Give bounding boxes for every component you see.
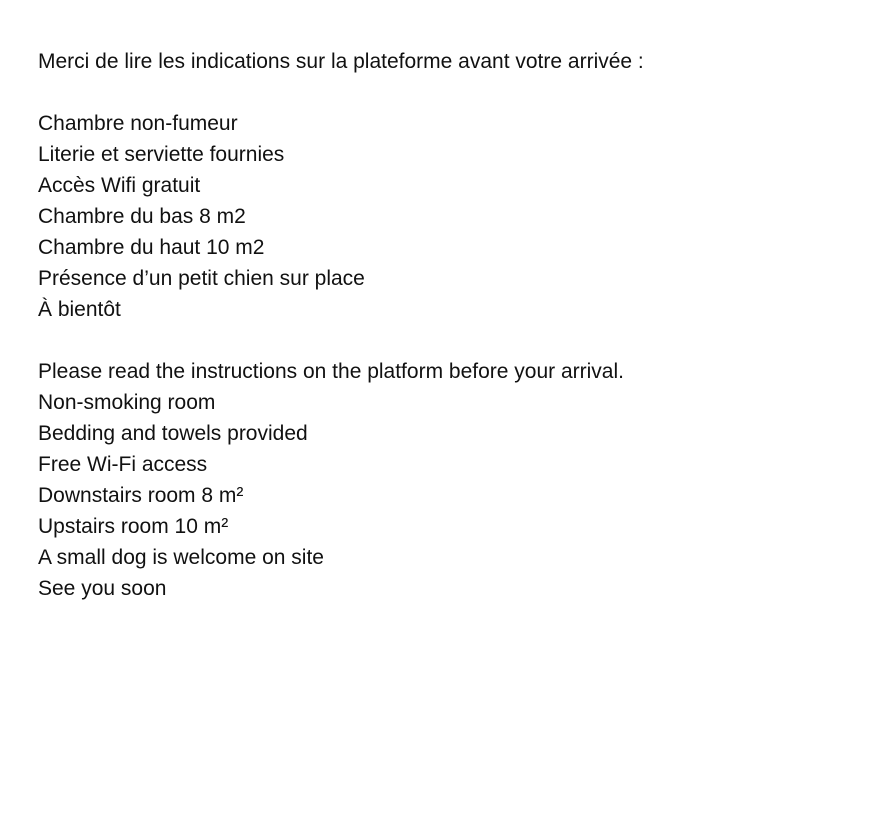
english-line-see-you: See you soon [38,577,167,600]
french-line-dog: Présence d’un petit chien sur place [38,267,365,290]
french-section [38,46,858,325]
french-intro: Merci de lire les indications sur la plateforme avant votre arrivée : [38,50,644,73]
english-line-wifi: Free Wi-Fi access [38,453,208,476]
document-page [38,46,858,604]
french-line-downstairs-room: Chambre du bas 8 m2 [38,205,246,228]
english-line-dog: A small dog is welcome on site [38,546,324,569]
english-intro: Please read the instructions on the platform before your arrival. [38,360,624,383]
french-line-upstairs-room: Chambre du haut 10 m2 [38,236,265,259]
english-section [38,356,858,604]
french-line-non-smoking: Chambre non-fumeur [38,112,238,135]
french-line-wifi: Accès Wifi gratuit [38,174,201,197]
english-line-bedding: Bedding and towels provided [38,422,308,445]
english-line-non-smoking: Non-smoking room [38,391,216,414]
french-line-see-you: À bientôt [38,298,121,321]
english-line-downstairs-room: Downstairs room 8 m² [38,484,244,507]
english-line-upstairs-room: Upstairs room 10 m² [38,515,229,538]
french-line-bedding: Literie et serviette fournies [38,143,285,166]
